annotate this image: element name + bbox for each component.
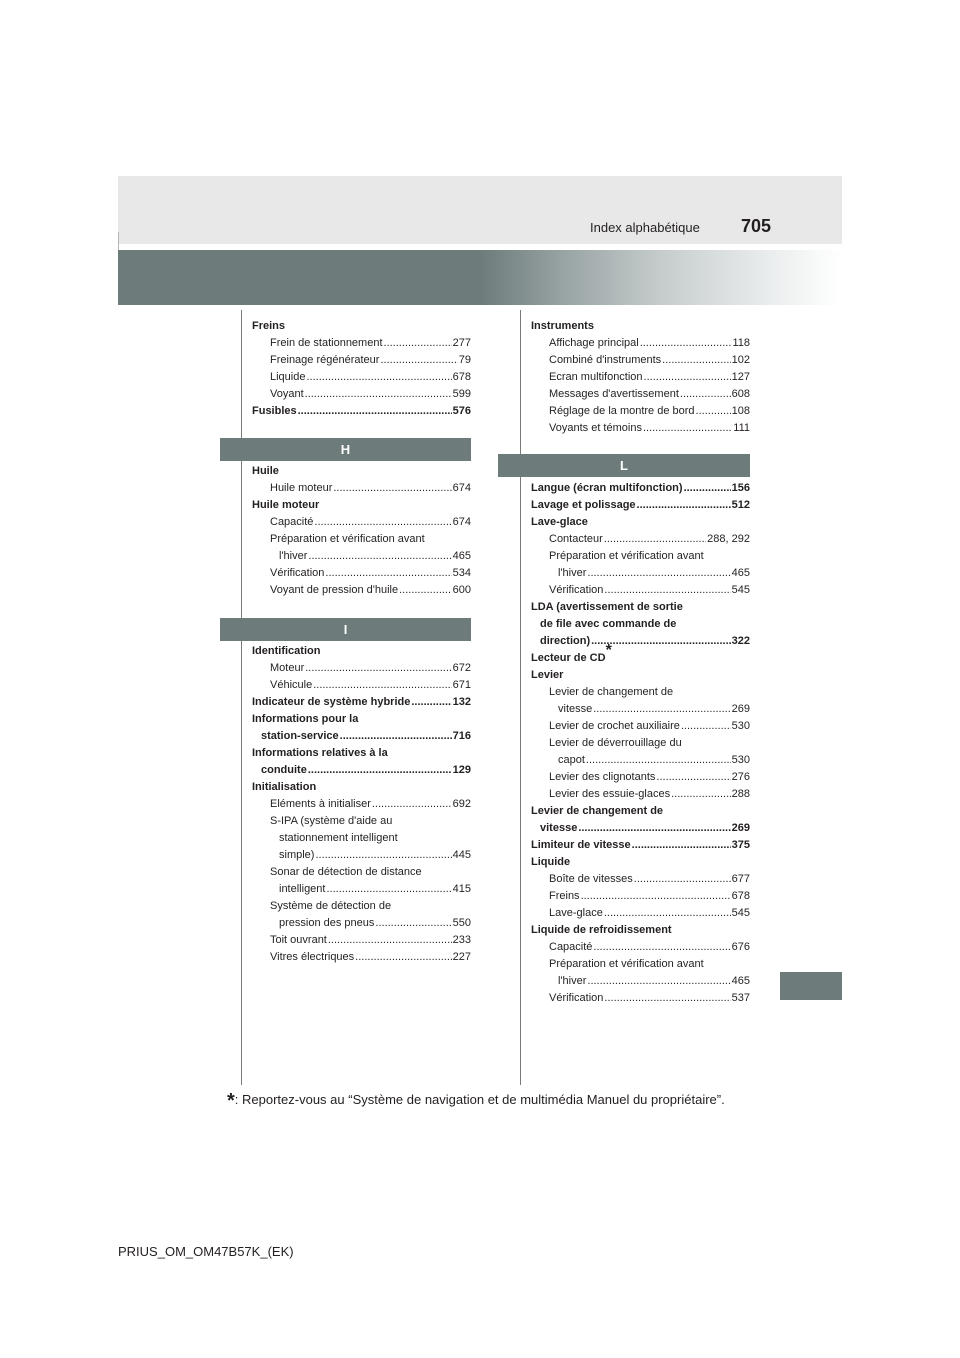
index-entry (531, 820, 750, 837)
index-entry-label: Voyant (270, 388, 304, 400)
index-entry (531, 335, 750, 352)
index-entry-label: Préparation et vérification avant (549, 958, 704, 970)
dot-leader (662, 352, 730, 369)
index-entry (531, 318, 750, 335)
index-entry (531, 420, 750, 437)
dot-leader (587, 565, 730, 582)
index-entry (531, 837, 750, 854)
index-entry-label: Levier de changement de (549, 686, 674, 698)
index-entry-page[interactable]: 674 (452, 482, 471, 494)
index-entry (252, 881, 471, 898)
index-entry-label: Moteur (270, 662, 305, 674)
index-entry-label: Levier de déverrouillage du (549, 737, 682, 749)
index-entry-label: Toit ouvrant (270, 934, 327, 946)
dot-leader (308, 762, 452, 779)
index-entry-label: Levier (531, 669, 564, 681)
index-entry-label: Fusibles (252, 405, 297, 417)
index-entry-label: Messages d'avertissement (549, 388, 679, 400)
index-entry (531, 531, 750, 548)
index-entry-page[interactable]: 108 (731, 405, 750, 417)
dot-leader (587, 973, 730, 990)
index-entry-page[interactable]: 599 (452, 388, 471, 400)
index-entry (252, 548, 471, 565)
index-entry-label: Sonar de détection de distance (270, 866, 422, 878)
index-entry-page[interactable]: 550 (452, 917, 471, 929)
index-entry-label: Lecteur de CD (531, 652, 606, 664)
index-entry-page[interactable]: 277 (452, 337, 471, 349)
index-entry-label: Vitres électriques (270, 951, 355, 963)
index-entry-label: Lave-glace (531, 516, 588, 528)
index-entry-label: Préparation et vérification avant (270, 533, 425, 545)
index-entry (531, 922, 750, 939)
index-entry (531, 633, 750, 650)
index-entry (252, 847, 471, 864)
index-entry-page[interactable]: 375 (731, 839, 750, 851)
index-entry-label: de file avec commande de (540, 618, 677, 630)
index-entry (531, 786, 750, 803)
dot-leader (643, 420, 732, 437)
dot-leader (298, 403, 452, 420)
index-entry (531, 871, 750, 888)
dot-leader (306, 369, 451, 386)
index-column-right-top (531, 318, 750, 437)
index-entry-page[interactable]: 118 (732, 337, 750, 349)
index-entry (531, 990, 750, 1007)
dot-leader (340, 728, 452, 745)
index-entry-page[interactable]: 102 (731, 354, 750, 366)
index-entry-page[interactable]: 156 (731, 482, 750, 494)
footnote-text: : Reportez-vous au “Système de navigation et de multimédia Manuel du propriétaire”. (234, 1092, 725, 1107)
index-entry (252, 643, 471, 660)
index-entry-label: Informations pour la (252, 713, 359, 725)
index-entry (531, 352, 750, 369)
section-header-h: H (220, 438, 471, 461)
index-entry-label: Levier de crochet auxiliaire (549, 720, 680, 732)
index-entry (531, 973, 750, 990)
index-entry-label: Liquide (270, 371, 306, 383)
index-entry-label: LDA (avertissement de sortie (531, 601, 683, 613)
index-entry-page[interactable]: 678 (731, 890, 750, 902)
index-entry (252, 779, 471, 796)
index-entry-label: Huile (252, 465, 279, 477)
index-entry-label: Réglage de la montre de bord (549, 405, 695, 417)
index-entry-label: vitesse (558, 703, 593, 715)
index-entry-page[interactable]: 534 (452, 567, 471, 579)
index-entry-page[interactable]: 269 (731, 703, 750, 715)
index-entry-label: stationnement intelligent (279, 832, 398, 844)
index-entry-page[interactable]: 576 (452, 405, 471, 417)
index-entry-label: Instruments (531, 320, 594, 332)
index-entry-label: Voyant de pression d'huile (270, 584, 399, 596)
index-entry-page[interactable]: 677 (731, 873, 750, 885)
header-title: Index alphabétique (590, 220, 700, 235)
index-entry-label: Levier des essuie-glaces (549, 788, 671, 800)
index-entry (531, 956, 750, 973)
index-entry (531, 735, 750, 752)
index-entry-page[interactable]: 600 (452, 584, 471, 596)
index-entry-page[interactable]: 288, 292 (707, 533, 750, 545)
document-code: PRIUS_OM_OM47B57K_(EK) (118, 1244, 294, 1259)
dot-leader (696, 403, 731, 420)
index-entry-label: l'hiver (558, 567, 587, 579)
index-column-right-l (531, 480, 750, 1007)
index-entry (252, 898, 471, 915)
index-entry-label: Huile moteur (252, 499, 320, 511)
index-entry-label: Huile moteur (270, 482, 333, 494)
index-entry-page[interactable]: 512 (731, 499, 750, 511)
index-entry (531, 701, 750, 718)
index-entry-label: Indicateur de système hybride (252, 696, 411, 708)
index-entry-label: Frein de stationnement (270, 337, 383, 349)
section-header-l: L (498, 454, 750, 477)
index-entry (531, 548, 750, 565)
footnote (227, 1090, 725, 1113)
index-entry-page[interactable]: 545 (731, 907, 750, 919)
index-entry-page[interactable]: 692 (452, 798, 471, 810)
index-entry-label: S-IPA (système d'aide au (270, 815, 393, 827)
index-entry (252, 386, 471, 403)
dot-leader (578, 820, 730, 837)
dot-leader (333, 480, 451, 497)
index-entry (531, 769, 750, 786)
index-entry-page[interactable]: 132 (452, 696, 471, 708)
dot-leader (634, 871, 731, 888)
index-entry-label: conduite (261, 764, 307, 776)
index-entry (531, 888, 750, 905)
index-entry-page[interactable]: 674 (452, 516, 471, 528)
index-entry-label: l'hiver (558, 975, 587, 987)
index-entry (531, 514, 750, 531)
index-entry (531, 939, 750, 956)
index-entry-label: Liquide (531, 856, 571, 868)
index-entry-label: Freins (252, 320, 286, 332)
index-entry-label: station-service (261, 730, 339, 742)
index-entry-page[interactable]: 465 (731, 975, 750, 987)
index-column-left-h (252, 463, 471, 599)
index-entry-label: Langue (écran multifonction) (531, 482, 683, 494)
index-entry (252, 677, 471, 694)
dot-leader (315, 847, 451, 864)
index-entry-page[interactable]: 269 (731, 822, 750, 834)
index-entry (252, 660, 471, 677)
index-entry (252, 318, 471, 335)
index-entry (531, 684, 750, 701)
index-entry-label: Contacteur (549, 533, 603, 545)
index-entry-label: Vérification (549, 992, 604, 1004)
index-entry-page[interactable]: 129 (452, 764, 471, 776)
index-entry-page[interactable]: 445 (452, 849, 471, 861)
index-entry (252, 480, 471, 497)
dot-leader (384, 335, 452, 352)
index-entry-page[interactable]: 537 (731, 992, 750, 1004)
index-entry-label: Levier de changement de (531, 805, 664, 817)
dot-leader (637, 497, 731, 514)
index-entry (531, 497, 750, 514)
dot-leader (325, 565, 451, 582)
footnote-star: * (227, 1090, 235, 1112)
index-entry-label: Lave-glace (549, 907, 603, 919)
dot-leader (680, 386, 731, 403)
index-entry-label: Levier des clignotants (549, 771, 656, 783)
index-entry (252, 463, 471, 480)
dot-leader (326, 881, 451, 898)
dot-leader (684, 480, 731, 497)
index-entry-page[interactable]: 530 (731, 754, 750, 766)
index-entry-label: Freins (549, 890, 580, 902)
section-header-i: I (220, 618, 471, 641)
index-entry (531, 718, 750, 735)
dot-leader (681, 718, 731, 735)
index-entry-label: Véhicule (270, 679, 313, 691)
index-entry-label: Combiné d'instruments (549, 354, 662, 366)
index-entry (252, 796, 471, 813)
index-entry (252, 582, 471, 599)
index-entry (531, 803, 750, 820)
dot-leader (399, 582, 452, 599)
dot-leader (411, 694, 451, 711)
index-entry-page[interactable]: 465 (731, 567, 750, 579)
dot-leader (355, 949, 451, 966)
index-entry-page[interactable]: 465 (452, 550, 471, 562)
index-entry-label: Initialisation (252, 781, 317, 793)
index-entry-page[interactable]: 672 (452, 662, 471, 674)
index-entry (531, 369, 750, 386)
index-entry-page[interactable]: 545 (731, 584, 750, 596)
index-entry-label: Lavage et polissage (531, 499, 636, 511)
index-column-left-i (252, 643, 471, 966)
index-entry (531, 667, 750, 684)
index-entry-label: Vérification (270, 567, 325, 579)
index-entry-label: Limiteur de vitesse (531, 839, 631, 851)
dot-leader (593, 939, 730, 956)
dot-leader (593, 701, 730, 718)
index-entry-label: simple) (279, 849, 315, 861)
dot-leader (591, 633, 731, 650)
dot-leader (632, 837, 731, 854)
index-entry (531, 642, 750, 667)
index-entry (252, 369, 471, 386)
index-entry-label: pression des pneus (279, 917, 375, 929)
dot-leader (640, 335, 732, 352)
index-column-left-top (252, 318, 471, 420)
index-entry (252, 915, 471, 932)
header-band (118, 176, 842, 244)
index-entry-page[interactable]: 79 (458, 354, 471, 366)
index-entry-page[interactable]: 676 (731, 941, 750, 953)
dot-leader (604, 990, 730, 1007)
chapter-tab (780, 972, 842, 1000)
index-entry (531, 752, 750, 769)
index-entry-label: Informations relatives à la (252, 747, 388, 759)
index-entry-label: Liquide de refroidissement (531, 924, 672, 936)
index-entry-page[interactable]: 608 (731, 388, 750, 400)
index-entry (252, 335, 471, 352)
dot-leader (586, 752, 731, 769)
dot-leader (375, 915, 451, 932)
dot-leader (671, 786, 731, 803)
index-entry (252, 830, 471, 847)
index-entry-label: Système de détection de (270, 900, 392, 912)
index-entry (531, 582, 750, 599)
dot-leader (372, 796, 452, 813)
dot-leader (644, 369, 731, 386)
index-entry (252, 745, 471, 762)
index-entry-page[interactable]: 276 (731, 771, 750, 783)
dot-leader (656, 769, 730, 786)
index-entry-label: Ecran multifonction (549, 371, 643, 383)
index-entry (531, 599, 750, 616)
asterisk-marker: * (605, 642, 612, 659)
dot-leader (581, 888, 731, 905)
index-entry-label: Affichage principal (549, 337, 639, 349)
index-entry-label: direction) (540, 635, 591, 647)
index-entry (252, 949, 471, 966)
index-entry-label: Voyants et témoins (549, 422, 642, 434)
index-entry-label: intelligent (279, 883, 326, 895)
column-divider-left (241, 310, 242, 1085)
index-entry-label: vitesse (540, 822, 578, 834)
index-entry-page[interactable]: 127 (731, 371, 750, 383)
index-entry (252, 711, 471, 728)
index-entry (252, 514, 471, 531)
header-gradient-bar (118, 250, 842, 305)
dot-leader (380, 352, 457, 369)
index-entry (531, 386, 750, 403)
page-number: 705 (741, 216, 772, 236)
index-entry (252, 813, 471, 830)
index-entry (252, 864, 471, 881)
index-entry-page[interactable]: 530 (731, 720, 750, 732)
index-entry-label: Vérification (549, 584, 604, 596)
column-divider-right (520, 310, 521, 1085)
index-entry (252, 728, 471, 745)
index-entry (531, 905, 750, 922)
index-entry-label: capot (558, 754, 585, 766)
dot-leader (328, 932, 452, 949)
index-entry-label: Identification (252, 645, 321, 657)
index-entry (252, 403, 471, 420)
index-entry-page[interactable]: 111 (733, 422, 750, 434)
index-entry (531, 616, 750, 633)
index-entry (531, 854, 750, 871)
index-entry (252, 762, 471, 779)
index-entry-page[interactable]: 288 (731, 788, 750, 800)
dot-leader (314, 514, 451, 531)
dot-leader (604, 905, 731, 922)
dot-leader (305, 386, 452, 403)
index-entry (531, 565, 750, 582)
index-entry (252, 352, 471, 369)
dot-leader (305, 660, 451, 677)
index-entry-page[interactable]: 716 (452, 730, 471, 742)
dot-leader (313, 677, 451, 694)
index-entry (252, 565, 471, 582)
index-entry-label: Boîte de vitesses (549, 873, 633, 885)
index-entry-page[interactable]: 671 (452, 679, 471, 691)
index-entry-label: Capacité (549, 941, 593, 953)
index-entry (252, 497, 471, 514)
index-entry-page[interactable]: 233 (452, 934, 471, 946)
index-entry (531, 480, 750, 497)
index-entry-page[interactable]: 678 (452, 371, 471, 383)
index-entry (252, 932, 471, 949)
index-entry-page[interactable]: 227 (452, 951, 471, 963)
index-entry (252, 531, 471, 548)
index-entry-label: Freinage régénérateur (270, 354, 380, 366)
index-entry-label: Capacité (270, 516, 314, 528)
index-entry-label: l'hiver (279, 550, 308, 562)
index-entry (252, 694, 471, 711)
index-entry-label: Eléments à initialiser (270, 798, 371, 810)
dot-leader (604, 582, 730, 599)
index-entry-page[interactable]: 415 (452, 883, 471, 895)
index-entry-label: Préparation et vérification avant (549, 550, 704, 562)
index-entry-page[interactable]: 322 (731, 635, 750, 647)
dot-leader (604, 531, 706, 548)
dot-leader (308, 548, 451, 565)
index-entry (531, 403, 750, 420)
